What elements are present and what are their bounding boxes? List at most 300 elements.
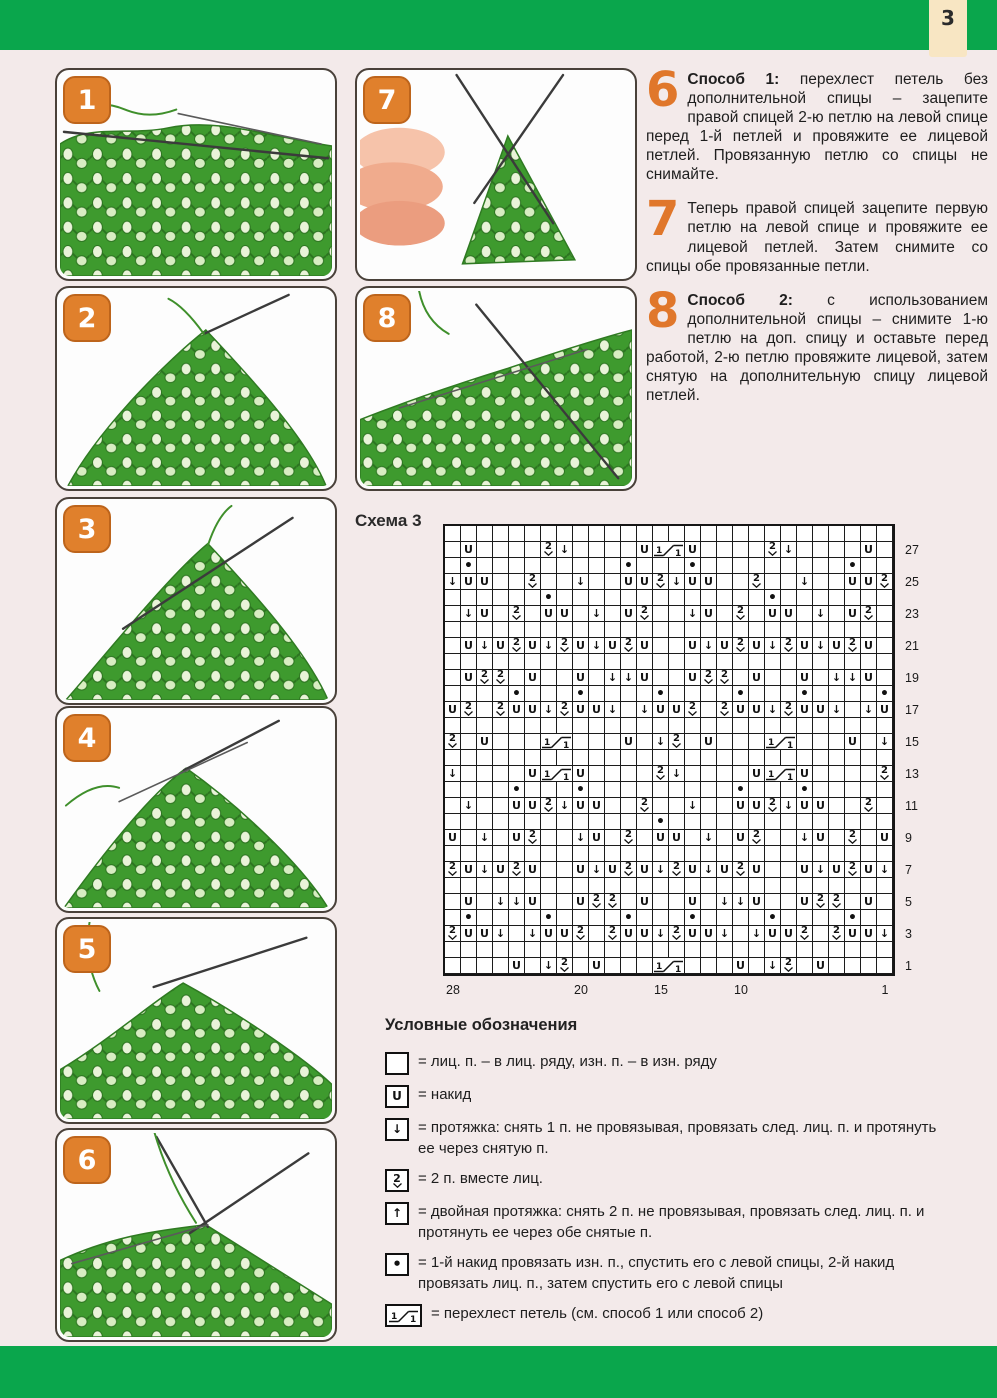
chart-cell: [509, 526, 525, 542]
cross-stitches-icon: [765, 734, 796, 750]
chart-cell: [669, 590, 685, 606]
chart-col-label: 15: [654, 983, 668, 997]
chart-cell: [493, 830, 509, 846]
double-yarnover-dot-icon: •: [624, 910, 633, 926]
chart-cell: [749, 894, 765, 910]
chart-cell: [717, 798, 733, 814]
chart-cell: [509, 830, 525, 846]
chart-cell: [493, 686, 509, 702]
page-number: 3: [941, 6, 955, 30]
chart-cell: [669, 878, 685, 894]
chart-cell: [749, 718, 765, 734]
chart-cell: [717, 958, 733, 974]
chart-cell: [701, 526, 717, 542]
chart-cell: [765, 734, 797, 750]
chart-cell: [749, 830, 765, 846]
chart-cell: [541, 798, 557, 814]
double-yarnover-dot-icon: •: [736, 686, 745, 702]
chart-cell: [685, 846, 701, 862]
chart-cell: [749, 958, 765, 974]
chart-cell: [813, 862, 829, 878]
chart-cell: [669, 942, 685, 958]
svg-text:1: 1: [410, 1314, 417, 1324]
chart-cell: [685, 942, 701, 958]
double-decrease-icon: ↑: [385, 1202, 409, 1225]
chart-cell: [461, 814, 477, 830]
chart-cell: [509, 910, 525, 926]
chart-cell: [509, 782, 525, 798]
chart-cell: [557, 558, 573, 574]
slip-decrease-icon: ↓: [767, 638, 778, 652]
chart-row-label: [901, 526, 919, 542]
chart-cell: [477, 718, 493, 734]
yarn-over-icon: U: [704, 574, 713, 588]
chart-cell: [717, 670, 733, 686]
k2tog-icon: 2: [720, 671, 729, 684]
chart-row-label: 11: [905, 799, 918, 813]
chart-cell: [733, 862, 749, 878]
chart-cell: [541, 766, 573, 782]
yarn-over-icon: U: [576, 862, 585, 876]
chart-cell: [541, 542, 557, 558]
slip-decrease-icon: ↓: [385, 1118, 409, 1141]
k2tog-icon: 2: [544, 543, 553, 556]
chart-cell: [813, 590, 829, 606]
step-6-lead: Способ 1:: [687, 71, 780, 88]
chart-cell: [461, 894, 477, 910]
chart-cell: [477, 734, 493, 750]
legend-item-text: = 2 п. вместе лиц.: [418, 1170, 543, 1187]
slip-decrease-icon: ↓: [863, 702, 874, 716]
chart-cell: [749, 942, 765, 958]
chart-cell: [701, 846, 717, 862]
chart-cell: [797, 846, 813, 862]
chart-cell: [717, 734, 733, 750]
chart-cell: [477, 686, 493, 702]
double-yarnover-dot-icon: •: [544, 590, 553, 606]
slip-decrease-icon: ↓: [639, 702, 650, 716]
chart-cell: [445, 814, 461, 830]
chart-cell: [637, 942, 653, 958]
yarn-over-icon: U: [480, 574, 489, 588]
slip-decrease-icon: ↓: [799, 574, 810, 588]
chart-cell: [589, 782, 605, 798]
chart-cell: [861, 830, 877, 846]
chart-cell: [589, 590, 605, 606]
chart-col-label: [525, 982, 541, 998]
legend-item-text: = 1-й накид провязать изн. п., спустить его с левой спицы, 2-й накид провязать лиц. п., затем спустить его с левой спицы: [418, 1254, 895, 1292]
chart-cell: [669, 862, 685, 878]
chart-cell: [589, 654, 605, 670]
chart-cell: [669, 670, 685, 686]
double-yarnover-dot-icon: •: [544, 910, 553, 926]
chart-cell: [557, 750, 573, 766]
chart-cell: [845, 766, 861, 782]
chart-col-label: [637, 982, 653, 998]
chart-cell: [621, 750, 637, 766]
chart-cell: [829, 734, 845, 750]
chart-cell: [781, 782, 797, 798]
chart-cell: [493, 910, 509, 926]
chart-cell: [701, 702, 717, 718]
svg-text:1: 1: [563, 740, 570, 750]
yarn-over-icon: U: [464, 894, 473, 908]
yarn-over-icon: U: [656, 702, 665, 716]
chart-cell: [493, 766, 509, 782]
chart-cell: [669, 606, 685, 622]
step-7: [646, 191, 988, 275]
yarn-over-icon: U: [512, 958, 521, 972]
chart-cell: [813, 766, 829, 782]
chart-cell: [861, 638, 877, 654]
chart-cell: [461, 686, 477, 702]
chart-cell: [605, 846, 621, 862]
chart-cell: [589, 622, 605, 638]
yarn-over-icon: U: [512, 702, 521, 716]
knitting-chart: [443, 524, 919, 997]
chart-cell: [573, 894, 589, 910]
chart-col-label: [509, 982, 525, 998]
photo-badge-4: 4: [63, 714, 111, 762]
chart-cell: [461, 606, 477, 622]
chart-cell: [877, 702, 893, 718]
yarn-over-icon: U: [864, 574, 873, 588]
chart-cell: [509, 862, 525, 878]
chart-cell: [733, 910, 749, 926]
chart-cell: [541, 926, 557, 942]
photo-step-6: [55, 1128, 337, 1342]
k2tog-icon: 2: [592, 895, 601, 908]
yarn-over-icon: U: [464, 638, 473, 652]
chart-cell: [765, 830, 781, 846]
chart-col-label: [477, 982, 493, 998]
double-yarnover-dot-icon: •: [576, 686, 585, 702]
chart-cell: [557, 910, 573, 926]
chart-cell: [445, 622, 461, 638]
chart-cell: [861, 750, 877, 766]
chart-cell: [621, 878, 637, 894]
chart-cell: [637, 574, 653, 590]
chart-cell: [845, 894, 861, 910]
k2tog-icon: 2: [608, 895, 617, 908]
chart-cell: [653, 862, 669, 878]
chart-cell: [829, 590, 845, 606]
chart-cell: [765, 926, 781, 942]
chart-cell: [701, 622, 717, 638]
chart-cell: [477, 830, 493, 846]
chart-cell: [573, 654, 589, 670]
instruction-steps: [646, 62, 989, 420]
chart-cell: [525, 894, 541, 910]
chart-cell: [461, 734, 477, 750]
chart-cell: [797, 958, 813, 974]
slip-decrease-icon: ↓: [607, 670, 618, 684]
chart-cell: [621, 654, 637, 670]
chart-col-label: [813, 982, 829, 998]
chart-cell: [749, 686, 765, 702]
photo-step-5: [55, 917, 337, 1124]
chart-cell: [541, 862, 557, 878]
chart-cell: [605, 782, 621, 798]
chart-cell: [541, 526, 557, 542]
chart-cell: [541, 558, 557, 574]
chart-cell: [781, 894, 797, 910]
chart-cell: [621, 606, 637, 622]
chart-cell: [829, 830, 845, 846]
chart-cell: [493, 958, 509, 974]
chart-cell: [797, 830, 813, 846]
chart-cell: [701, 926, 717, 942]
yarn-over-icon: U: [640, 926, 649, 940]
chart-row-label: [901, 590, 919, 606]
chart-cell: [845, 958, 861, 974]
k2tog-icon: 2: [656, 575, 665, 588]
chart-cell: [525, 766, 541, 782]
chart-cell: [813, 718, 829, 734]
chart-cell: [685, 798, 701, 814]
double-yarnover-dot-icon: •: [736, 782, 745, 798]
chart-cell: [781, 942, 797, 958]
chart-cell: [477, 606, 493, 622]
chart-cell: [477, 926, 493, 942]
chart-cell: [749, 606, 765, 622]
chart-cell: [813, 926, 829, 942]
yarn-over-icon: U: [592, 702, 601, 716]
chart-cell: [797, 926, 813, 942]
chart-cell: [877, 798, 893, 814]
chart-cell: [813, 606, 829, 622]
chart-cell: [765, 670, 781, 686]
chart-cell: [717, 542, 733, 558]
chart-cell: [749, 878, 765, 894]
double-yarnover-dot-icon: •: [768, 910, 777, 926]
chart-row-label: [901, 558, 919, 574]
chart-cell: [621, 670, 637, 686]
chart-cell: [669, 766, 685, 782]
slip-decrease-icon: ↓: [703, 862, 714, 876]
chart-cell: [557, 526, 573, 542]
chart-col-label: 10: [734, 983, 748, 997]
chart-cell: [797, 814, 813, 830]
yarn-over-icon: U: [480, 606, 489, 620]
chart-cell: [781, 798, 797, 814]
chart-cell: [621, 910, 637, 926]
chart-cell: [589, 718, 605, 734]
k2tog-icon: 2: [480, 671, 489, 684]
yarn-over-icon: U: [576, 766, 585, 780]
chart-cell: [733, 718, 749, 734]
chart-cell: [797, 942, 813, 958]
chart-cell: [781, 878, 797, 894]
chart-cell: [573, 878, 589, 894]
chart-cell: [717, 526, 733, 542]
chart-cell: [717, 574, 733, 590]
chart-cell: [509, 814, 525, 830]
chart-cell: [877, 750, 893, 766]
chart-cell: [525, 958, 541, 974]
chart-cell: [621, 622, 637, 638]
legend-item-text: = перехлест петель (см. способ 1 или способ 2): [431, 1305, 764, 1322]
k2tog-icon: 2: [832, 895, 841, 908]
legend-item: [385, 1252, 941, 1294]
chart-cell: [653, 798, 669, 814]
chart-row-label: 15: [905, 735, 919, 749]
chart-cell: [493, 734, 509, 750]
chart-row-label: 7: [905, 863, 912, 877]
chart-cell: [813, 958, 829, 974]
yarn-over-icon: U: [864, 862, 873, 876]
k2tog-icon: 2: [864, 799, 873, 812]
chart-cell: [445, 846, 461, 862]
chart-cell: [669, 798, 685, 814]
chart-cell: [637, 686, 653, 702]
chart-cell: [621, 942, 637, 958]
chart-cell: [573, 814, 589, 830]
slip-decrease-icon: ↓: [463, 606, 474, 620]
chart-cell: [685, 782, 701, 798]
chart-cell: [589, 830, 605, 846]
chart-cell: [781, 622, 797, 638]
chart-cell: [765, 702, 781, 718]
yarn-over-icon: U: [688, 894, 697, 908]
chart-cell: [477, 910, 493, 926]
slip-decrease-icon: ↓: [543, 638, 554, 652]
chart-cell: [509, 734, 525, 750]
slip-decrease-icon: ↓: [495, 926, 506, 940]
chart-cell: [653, 622, 669, 638]
chart-cell: [541, 622, 557, 638]
chart-cell: [653, 606, 669, 622]
slip-decrease-icon: ↓: [623, 670, 634, 684]
chart-cell: [701, 670, 717, 686]
slip-decrease-icon: ↓: [735, 894, 746, 908]
chart-cell: [493, 926, 509, 942]
legend-item: [385, 1168, 941, 1192]
chart-row-label: [901, 686, 919, 702]
photo-step-4: [55, 706, 337, 913]
chart-cell: [493, 750, 509, 766]
legend-items: [385, 1051, 941, 1327]
chart-cell: [749, 750, 765, 766]
chart-cell: [765, 606, 781, 622]
chart-cell: [509, 606, 525, 622]
chart-cell: [557, 542, 573, 558]
chart-cell: [461, 574, 477, 590]
yarn-over-icon: U: [864, 542, 873, 556]
chart-cell: [653, 638, 669, 654]
chart-cell: [861, 958, 877, 974]
chart-cell: [765, 654, 781, 670]
chart-row-label: 27: [905, 543, 919, 557]
chart-cell: [605, 574, 621, 590]
chart-cell: [749, 622, 765, 638]
svg-text:1: 1: [391, 1311, 398, 1322]
chart-cell: [461, 622, 477, 638]
chart-cell: [477, 942, 493, 958]
chart-cell: [637, 910, 653, 926]
chart-cell: [861, 590, 877, 606]
slip-decrease-icon: ↓: [495, 894, 506, 908]
chart-cell: [717, 878, 733, 894]
chart-cell: [557, 622, 573, 638]
yarn-over-icon: U: [576, 670, 585, 684]
chart-cell: [445, 526, 461, 542]
chart-cell: [861, 526, 877, 542]
k2tog-icon: 2: [704, 671, 713, 684]
chart-cell: [749, 910, 765, 926]
chart-cell: [493, 814, 509, 830]
chart-cell: [877, 894, 893, 910]
chart-cell: [493, 638, 509, 654]
chart-cell: [845, 606, 861, 622]
chart-cell: [797, 894, 813, 910]
chart-cell: [733, 622, 749, 638]
chart-cell: [525, 910, 541, 926]
yarn-over-icon: U: [624, 926, 633, 940]
photo-badge-5: 5: [63, 925, 111, 973]
yarn-over-icon: U: [464, 542, 473, 556]
double-yarnover-dot-icon: •: [768, 590, 777, 606]
slip-decrease-icon: ↓: [479, 862, 490, 876]
chart-cell: [733, 686, 749, 702]
chart-cell: [813, 670, 829, 686]
chart-cell: [637, 782, 653, 798]
slip-decrease-icon: ↓: [591, 606, 602, 620]
chart-cell: [621, 574, 637, 590]
knit-stitch-icon: [385, 1052, 409, 1075]
chart-cell: [877, 542, 893, 558]
chart-cell: [733, 590, 749, 606]
chart-col-label: 28: [446, 983, 460, 997]
chart-col-label: [621, 982, 637, 998]
chart-cell: [525, 670, 541, 686]
k2tog-icon: 2: [576, 927, 585, 940]
chart-cell: [797, 718, 813, 734]
chart-cell: [685, 814, 701, 830]
chart-cell: [877, 766, 893, 782]
chart-cell: [845, 926, 861, 942]
chart-cell: [653, 942, 669, 958]
chart-cell: [685, 926, 701, 942]
chart-cell: [733, 734, 749, 750]
chart-cell: [845, 830, 861, 846]
yarn-over-icon: U: [528, 670, 537, 684]
chart-cell: [749, 702, 765, 718]
chart-cell: [861, 942, 877, 958]
k2tog-icon: 2: [880, 575, 889, 588]
chart-cell: [621, 958, 637, 974]
chart-cell: [653, 958, 685, 974]
chart-cell: [829, 686, 845, 702]
slip-decrease-icon: ↓: [879, 734, 890, 748]
chart-cell: [637, 878, 653, 894]
chart-cell: [749, 734, 765, 750]
chart-cell: [861, 702, 877, 718]
chart-cell: [445, 606, 461, 622]
chart-cell: [605, 654, 621, 670]
chart-cell: [797, 622, 813, 638]
chart-cell: [509, 718, 525, 734]
double-yarnover-dot-icon: •: [656, 814, 665, 830]
chart-cell: [525, 654, 541, 670]
chart-cell: [573, 766, 589, 782]
chart-cell: [685, 750, 701, 766]
chart-cell: [557, 590, 573, 606]
chart-cell: [845, 526, 861, 542]
chart-cell: [573, 734, 589, 750]
chart-cell: [493, 542, 509, 558]
chart-cell: [877, 558, 893, 574]
